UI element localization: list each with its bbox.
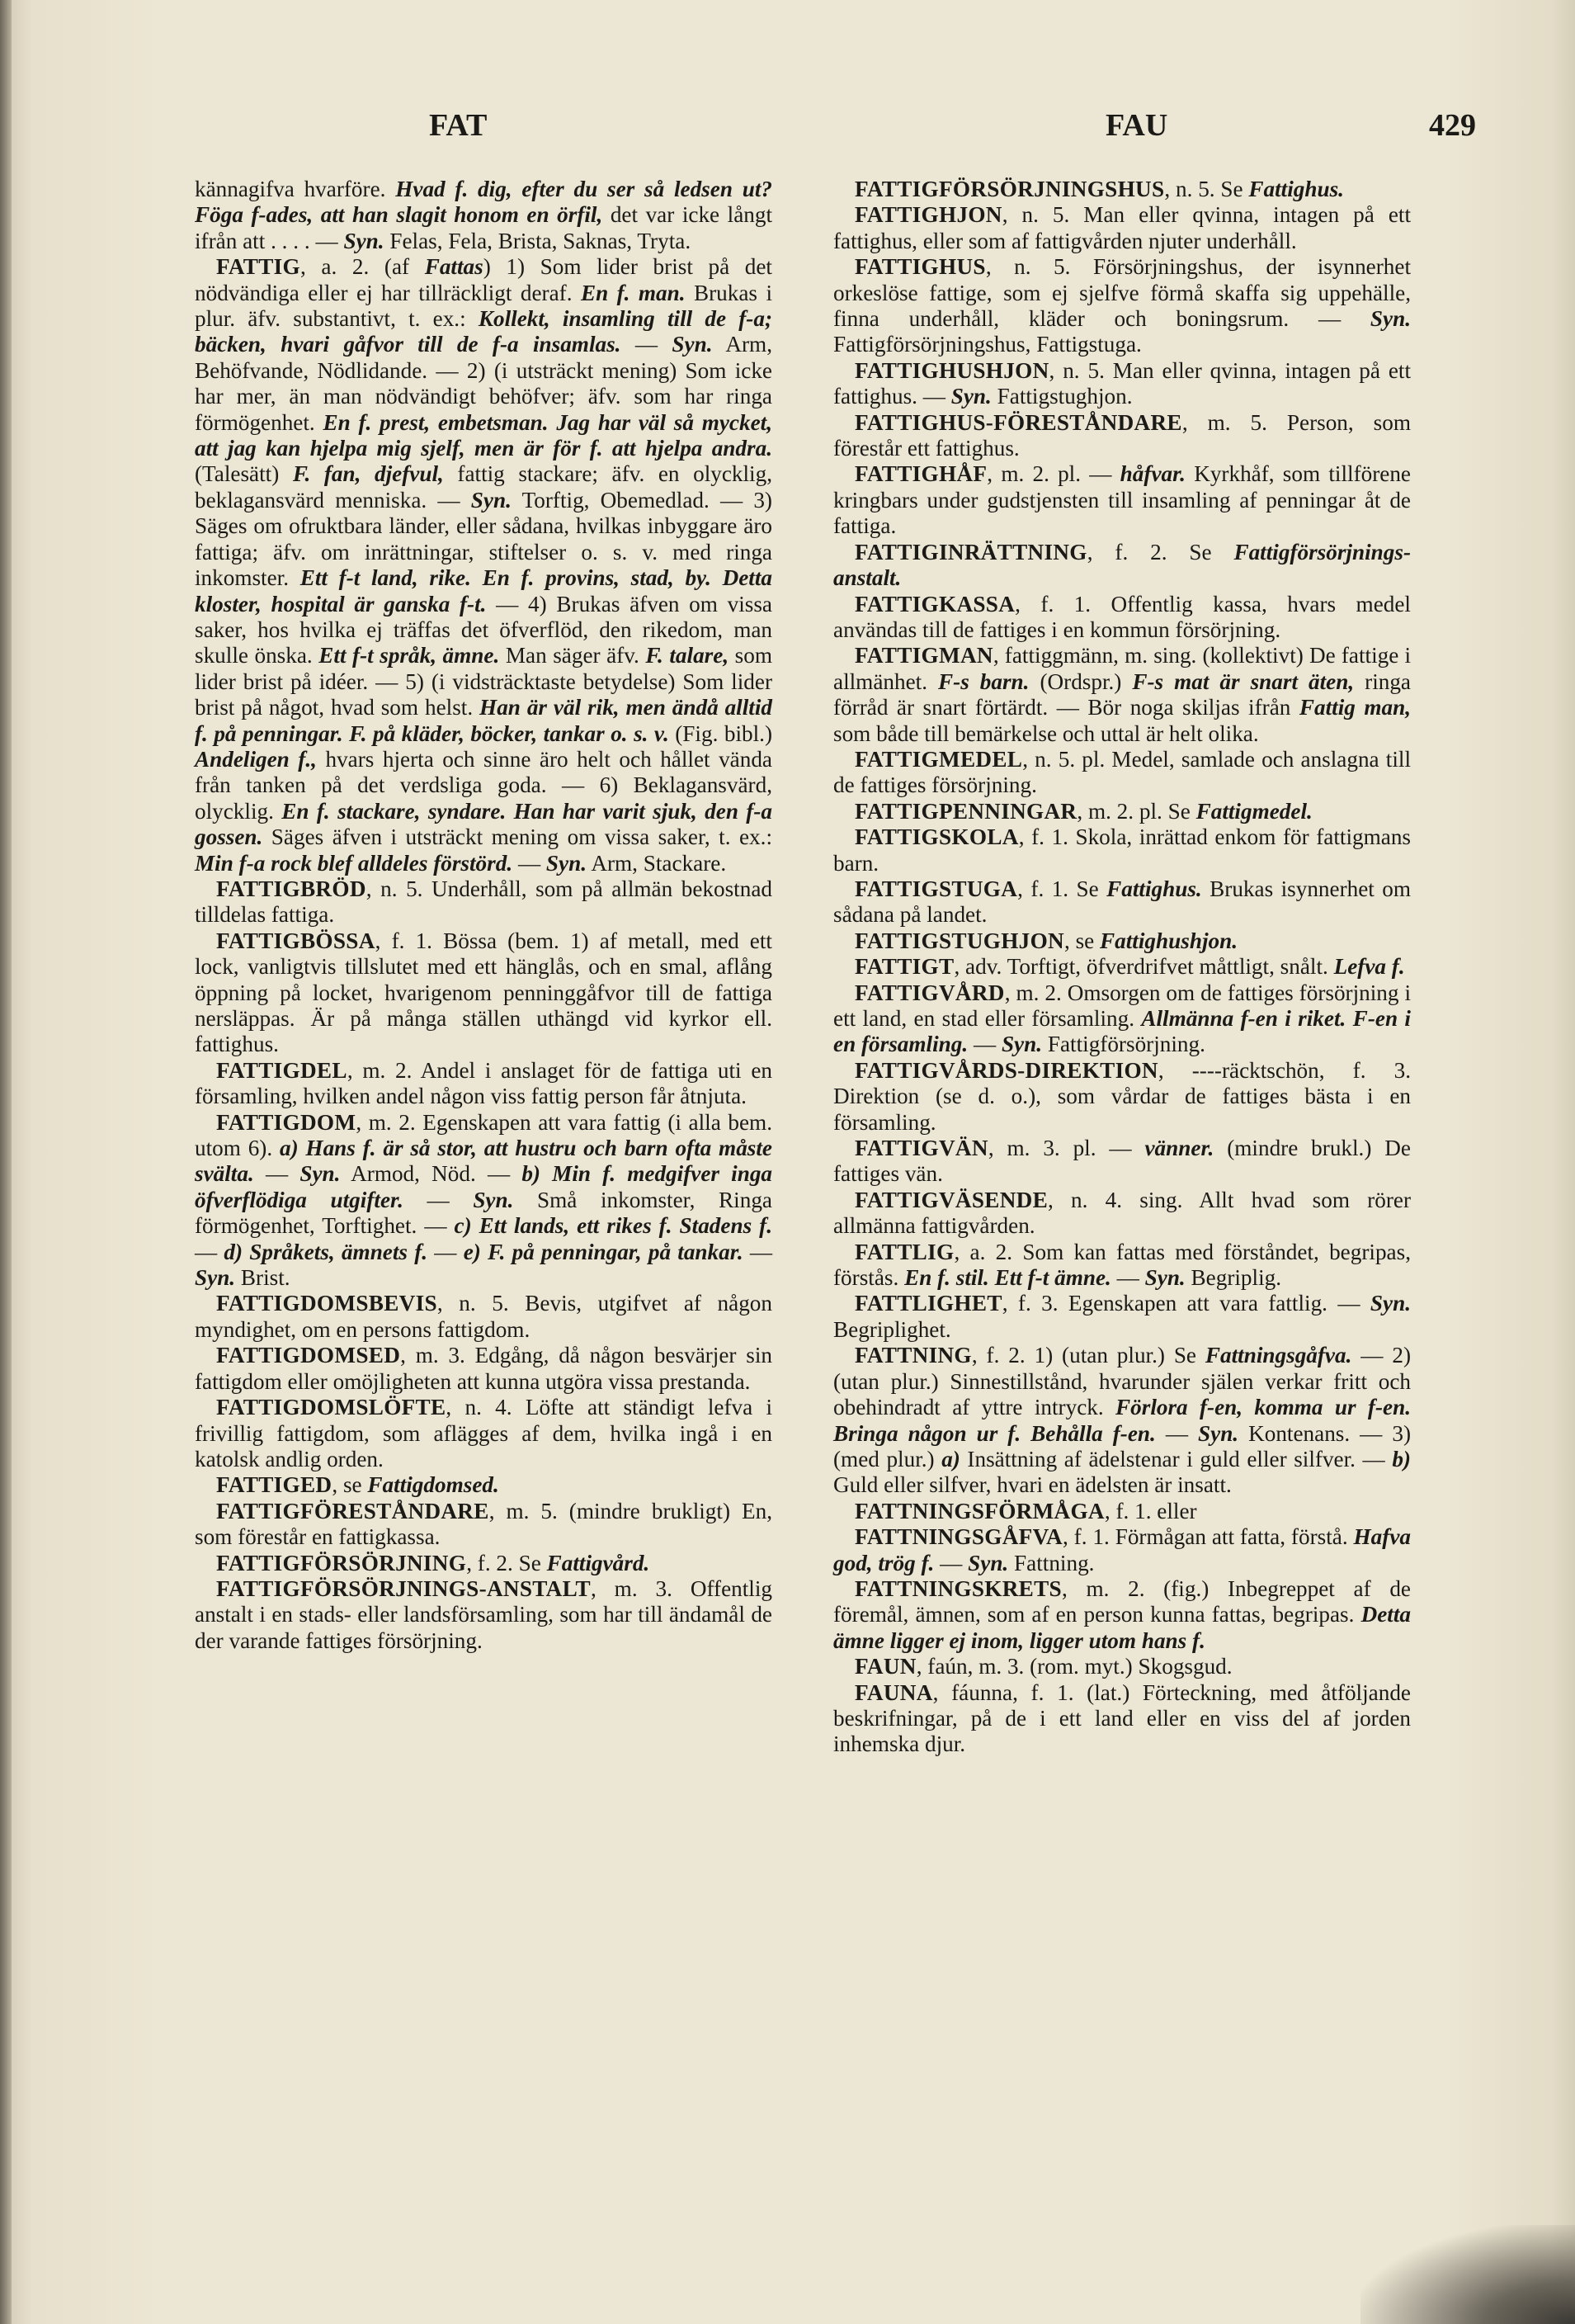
entry-headword: FATTIGVÅRDS-DIREKTION xyxy=(855,1057,1158,1083)
entry-headword: FATTIGVÄSENDE xyxy=(855,1187,1049,1212)
entry-text: (mindre brukl.) De fattiges vän. xyxy=(833,1136,1411,1187)
entry-text: som lider brist på idéer. — 5) (i vidsträcktaste betydelse) Som lider brist på något, hvad som helst. xyxy=(195,643,772,720)
entry-text: , m. 2. pl. — xyxy=(987,461,1120,487)
entry-text: — 2) (utan plur.) Sinnestillstånd, hvarunder själen verkar fritt och obehindradt af yttre intryck. xyxy=(833,1343,1411,1420)
entry-example: Ett f-t språk, ämne. xyxy=(318,643,500,668)
entry-text: , n. 4. sing. Allt hvad som rörer allmänna fattigvården. xyxy=(833,1187,1411,1239)
dictionary-entry xyxy=(833,824,1411,876)
entry-text: , f. 2. Se xyxy=(1087,539,1234,564)
entry-text: , m. 3. Offentlig anstalt i en stads- eller landsförsamling, som har till ändamål de der varande fattiges försörjning. xyxy=(195,1575,772,1653)
entry-headword: FATTIGFÖRSÖRJNING xyxy=(216,1550,467,1575)
entry-example: En f. stil. Ett f-t ämne. xyxy=(904,1265,1111,1291)
entry-text: , a. 2. Som kan fattas med förståndet, begripas, förstås. xyxy=(833,1239,1411,1291)
entry-headword: FATTIGSKOLA xyxy=(855,824,1019,850)
entry-text: Brukas isynnerhet om sådana på landet. xyxy=(833,876,1412,928)
dictionary-entry xyxy=(195,928,772,1058)
dictionary-entry xyxy=(833,177,1411,202)
entry-text: , n. 5. Underhåll, som på allmän bekostnad tilldelas fattiga. xyxy=(195,876,772,928)
entry-headword: FATTIGT xyxy=(855,954,955,980)
entry-example: Förlora f-en, komma ur f-en. Bringa någon ur f. Behålla f-en. xyxy=(833,1395,1412,1446)
entry-text: , f. 3. Egenskapen att vara fattlig. — xyxy=(1002,1291,1370,1316)
dictionary-entry xyxy=(833,1680,1411,1758)
entry-text: Armod, Nöd. — xyxy=(340,1161,522,1187)
dictionary-entry xyxy=(195,1551,772,1576)
entry-example: Fattighus. xyxy=(1106,876,1202,901)
entry-headword: FATTIGHUS xyxy=(855,254,986,280)
entry-headword: FATTIGDEL xyxy=(216,1057,347,1083)
entry-text: — 4) Brukas äfven om vissa saker, hos hvilka ej träffas det öfverflöd, den rikedom, man skulle önska. xyxy=(195,591,772,668)
dictionary-entry xyxy=(833,799,1411,824)
page-corner-shadow xyxy=(1360,2225,1575,2324)
dictionary-entry xyxy=(195,1058,772,1110)
dictionary-entry xyxy=(833,1524,1411,1576)
entry-headword: FATTLIG xyxy=(855,1239,955,1264)
entry-text: , ----räcktschön, f. 3. Direktion (se d. o.), som vårdar de fattiges bästa i en församling. xyxy=(833,1057,1411,1135)
entry-headword: FATTNINGSKRETS xyxy=(855,1575,1062,1601)
dictionary-entry xyxy=(833,643,1411,747)
entry-text: — xyxy=(253,1161,300,1187)
entry-headword: FATTIGVÅRD xyxy=(855,980,1005,1005)
entry-text: , m. 5. (mindre brukligt) En, som förestår en fattigkassa. xyxy=(195,1498,772,1550)
dictionary-entry xyxy=(833,1654,1411,1679)
entry-example: F-s barn. xyxy=(938,668,1030,694)
entry-text: Fattigförsörjning. xyxy=(1042,1032,1205,1057)
entry-text: Arm, Behöfvande, Nödlidande. — 2) (i utsträckt mening) Som icke har mer, än man nödvändigt behöfver; äfv. som har ringa förmögenhet. xyxy=(195,332,772,435)
entry-headword: FATTIGFÖRSÖRJNINGSHUS xyxy=(855,177,1165,201)
entry-example: Syn. xyxy=(1370,306,1411,332)
entry-headword: FATTIGSTUGHJON xyxy=(855,928,1064,953)
dictionary-entry xyxy=(833,1240,1411,1292)
dictionary-entry xyxy=(833,1576,1411,1654)
entry-headword: FATTIGDOM xyxy=(216,1109,356,1135)
entry-headword: FATTIGHUS-FÖRESTÅNDARE xyxy=(855,409,1182,435)
dictionary-entry xyxy=(833,358,1411,410)
entry-example: Fattigdomsed. xyxy=(367,1472,499,1498)
entry-example: Syn. xyxy=(968,1550,1009,1575)
dictionary-entry xyxy=(833,592,1411,644)
entry-text: Begriplighet. xyxy=(833,1316,951,1342)
dictionary-entry xyxy=(833,461,1411,539)
entry-text: — xyxy=(934,1550,969,1575)
entry-example: Syn. xyxy=(195,1265,236,1291)
entry-example: b) Min f. medgifver inga öfverflödiga utgifter. xyxy=(195,1161,773,1212)
entry-text: , m. 3. pl. — xyxy=(988,1136,1145,1161)
entry-text: (Talesätt) xyxy=(195,461,293,487)
entry-example: Kollekt, insamling till de f-a; bäcken, hvari gåfvor till de f-a insamlas. xyxy=(195,306,773,357)
dictionary-entry xyxy=(833,202,1411,254)
entry-text: , fáunna, f. 1. (lat.) Förteckning, med åtföljande beskrifningar, på de i ett land eller en viss del af jorden inhemska djur. xyxy=(833,1679,1411,1757)
entry-text: , f. 1. Bössa (bem. 1) af metall, med ett lock, vanligtvis tillslutet med ett hänglås, och en smal, aflång öppning på locket, hvarigenom penninggåfvor till de fattiga nersläppas. Är på många ställen uthängd vid kyrkor ell. fattighus. xyxy=(195,928,772,1057)
entry-text: kännagifva hvarföre. xyxy=(195,177,396,201)
entry-text: , f. 1. eller xyxy=(1104,1498,1197,1523)
entry-example: Min f-a rock blef alldeles förstörd. xyxy=(195,850,513,876)
dictionary-entry xyxy=(833,410,1411,462)
entry-headword: FATTNINGSFÖRMÅGA xyxy=(855,1498,1105,1523)
entry-text: Arm, Stackare. xyxy=(587,850,727,876)
entry-headword: FATTNING xyxy=(855,1343,972,1368)
entry-text: (Ordspr.) xyxy=(1029,668,1133,694)
entry-text: , faún, m. 3. (rom. myt.) Skogsgud. xyxy=(916,1654,1233,1679)
entry-text: , se xyxy=(332,1472,368,1498)
entry-example: c) Ett lands, ett rikes f. Stadens f. xyxy=(454,1213,773,1239)
dictionary-entry xyxy=(195,177,772,254)
entry-headword: FATTIGDOMSED xyxy=(216,1343,401,1368)
entry-text: , n. 5. Försörjningshus, der isynnerhet orkeslöse fattige, som ej sjelfve förmå skaffa sig uppehälle, finna underhåll, kläder och boningsrum. — xyxy=(833,254,1411,332)
entry-text: Insättning af ädelstenar i guld eller silfver. — xyxy=(960,1446,1393,1471)
entry-example: Syn. xyxy=(473,1187,514,1212)
entry-text: , f. 1. Se xyxy=(1017,876,1107,901)
entry-example: Syn. xyxy=(343,228,384,253)
entry-text: Små inkomster, Ringa förmögenhet, Torftighet. — xyxy=(195,1187,772,1239)
entry-headword: FAUNA xyxy=(855,1679,933,1705)
entry-text: — xyxy=(427,1239,464,1264)
entry-text: Brukas i plur. äfv. substantivt, t. ex.: xyxy=(195,280,772,332)
dictionary-entry xyxy=(833,1188,1411,1240)
entry-headword: FATTIGDOMSBEVIS xyxy=(216,1291,437,1316)
dictionary-entry xyxy=(833,1058,1411,1136)
entry-headword: FATTIGVÄN xyxy=(855,1136,988,1161)
dictionary-entry xyxy=(195,1110,772,1292)
entry-text: , n. 5. pl. Medel, samlade och anslagna till de fattiges försörjning. xyxy=(833,746,1411,798)
entry-text: , m. 3. Edgång, då någon besvärjer sin fattigdom eller omöjligheten att kunna utgöra vissa prestanda. xyxy=(195,1343,772,1394)
dictionary-entry xyxy=(195,1472,772,1498)
entry-text: , f. 2. Se xyxy=(466,1550,547,1575)
entry-example: e) F. på penningar, på tankar. xyxy=(463,1239,743,1264)
dictionary-entry xyxy=(833,954,1411,980)
entry-text: , f. 1. Skola, inrättad enkom för fattigmans barn. xyxy=(833,824,1411,876)
entry-example: a) Hans f. är så stor, att hustru och barn ofta måste svälta. xyxy=(195,1136,772,1187)
entry-example: b) xyxy=(1392,1446,1411,1471)
entry-headword: FATTIGHJON xyxy=(855,202,1002,228)
entry-text: som både till bemärkelse och uttal är helt olika. xyxy=(833,720,1259,746)
entry-headword: FATTIGFÖRESTÅNDARE xyxy=(216,1498,489,1523)
entry-example: En f. prest, embetsman. Jag har väl så mycket, att jag kan hjelpa mig sjelf, men är för f. att hjelpa andra. xyxy=(195,409,773,461)
entry-text: Felas, Fela, Brista, Saknas, Tryta. xyxy=(384,228,691,253)
entry-example: vänner. xyxy=(1144,1136,1214,1161)
entry-example: Syn. xyxy=(1198,1420,1239,1446)
entry-headword: FATTIGKASSA xyxy=(855,591,1016,616)
entry-example: Syn. xyxy=(299,1161,341,1187)
entry-headword: FATTIGSTUGA xyxy=(855,876,1018,901)
entry-example: Syn. xyxy=(545,850,587,876)
entry-headword: FAUN xyxy=(855,1654,917,1679)
entry-text: Guld eller silfver, hvari en ädelsten är insatt. xyxy=(833,1472,1232,1498)
entry-text: ringa förråd är snart förtärdt. — Bör noga skiljas ifrån xyxy=(833,668,1411,720)
dictionary-entry xyxy=(833,1136,1411,1188)
entry-text: Brist. xyxy=(235,1265,290,1291)
entry-example: håfvar. xyxy=(1120,461,1186,487)
entry-headword: FATTIGMAN xyxy=(855,643,993,668)
entry-example: Andeligen f., xyxy=(195,746,317,772)
entry-text: , m. 5. Person, som förestår ett fattighus. xyxy=(833,409,1411,461)
dictionary-entry xyxy=(833,1499,1411,1524)
dictionary-entry xyxy=(195,1291,772,1343)
entry-text: ) 1) Som lider brist på det nödvändiga eller ej har tillräckligt deraf. xyxy=(195,254,772,305)
entry-text: , f. 1. Offentlig kassa, hvars medel användas till de fattiges i en kommun försörjning. xyxy=(833,591,1411,642)
entry-text: Man säger äfv. xyxy=(499,643,646,668)
entry-text: — xyxy=(743,1239,773,1264)
dictionary-entry xyxy=(833,876,1411,928)
entry-text: Kontenans. — 3) (med plur.) xyxy=(833,1420,1411,1471)
entry-text: , m. 2. Andel i anslaget för de fattiga uti en församling, hvilken andel någon viss fattig person får åtnjuta. xyxy=(195,1057,772,1109)
right-column xyxy=(833,177,1411,1758)
entry-example: F-s mat är snart äten, xyxy=(1132,668,1355,694)
dictionary-entry xyxy=(833,254,1411,358)
entry-headword: FATTIGINRÄTTNING xyxy=(855,539,1087,564)
entry-example: Hafva god, trög f. xyxy=(833,1524,1411,1575)
entry-example: Fattighushjon. xyxy=(1100,928,1238,953)
entry-example: Syn. xyxy=(1001,1032,1043,1057)
entry-headword: FATTIGPENNINGAR xyxy=(855,798,1078,824)
entry-headword: FATTIGBRÖD xyxy=(216,876,366,901)
entry-headword: FATTIGDOMSLÖFTE xyxy=(216,1395,446,1420)
entry-text: hvars hjerta och sinne äro helt och hållet vända från tanken på det verdsliga goda. — 6) Beklagansvärd, olycklig. xyxy=(195,746,773,824)
entry-text: , m. 2. (fig.) Inbegreppet af de föremål, ämnen, som af en person kunna fattas, begripas. xyxy=(833,1575,1411,1627)
entry-example: Allmänna f-en i riket. F-en i en församling. xyxy=(833,1006,1411,1057)
entry-text: , a. 2. (af xyxy=(300,254,425,280)
dictionary-entry xyxy=(833,540,1411,592)
entry-text: , m. 2. Omsorgen om de fattiges försörjning i ett land, en stad eller församling. xyxy=(833,980,1411,1031)
entry-example: Syn. xyxy=(950,384,992,409)
entry-example: Lefva f. xyxy=(1333,954,1405,980)
entry-example: a) xyxy=(941,1446,960,1471)
entry-text: , n. 5. Man eller qvinna, intagen på ett fattighus. — xyxy=(833,357,1411,409)
entry-text: , se xyxy=(1063,928,1101,953)
entry-example: Syn. xyxy=(1144,1265,1186,1291)
entry-text: , fattiggmänn, m. sing. (kollektivt) De fattige i allmänhet. xyxy=(833,643,1411,694)
entry-text: Fattning. xyxy=(1008,1550,1095,1575)
entry-example: Fattigvård. xyxy=(546,1550,650,1575)
dictionary-entry xyxy=(195,1499,772,1551)
entry-headword: FATTIGED xyxy=(216,1472,332,1498)
dictionary-entry xyxy=(833,747,1411,799)
dictionary-entry xyxy=(833,1291,1411,1343)
dictionary-entry xyxy=(195,876,772,928)
entry-text: Fattigstughjon. xyxy=(991,384,1133,409)
entry-text: , n. 5. Man eller qvinna, intagen på ett fattighus, eller som af fattigvården njuter underhåll. xyxy=(833,202,1411,253)
entry-example: Fattigförsörjnings-anstalt. xyxy=(833,539,1411,591)
entry-example: Fattig man, xyxy=(1299,695,1412,720)
entry-example: Fattigmedel. xyxy=(1195,798,1313,824)
entry-text: Säges äfven i utsträckt mening om vissa saker, t. ex.: xyxy=(262,824,772,850)
entry-example: Detta ämne ligger ej inom, ligger utom hans f. xyxy=(833,1602,1411,1653)
left-guide-word: FAT xyxy=(429,108,488,143)
entry-headword: FATTIGHUSHJON xyxy=(855,357,1049,383)
entry-text: , m. 2. Egenskapen att vara fattig (i alla bem. utom 6). xyxy=(195,1109,772,1161)
dictionary-entry xyxy=(195,1395,772,1472)
entry-text: — xyxy=(620,332,672,357)
dictionary-entry xyxy=(195,1576,772,1654)
entry-example: F. talare, xyxy=(645,643,729,668)
entry-text: — xyxy=(968,1032,1002,1057)
entry-example: Syn. xyxy=(672,332,713,357)
entry-example: En f. stackare, syndare. Han har varit sjuk, den f-a gossen. xyxy=(195,798,773,850)
entry-text: , m. 2. pl. Se xyxy=(1077,798,1196,824)
entry-text: fattig stackare; äfv. en olycklig, beklagansvärd menniska. — xyxy=(195,461,772,513)
entry-headword: FATTIGHÅF xyxy=(855,461,988,487)
entry-example: Ett f-t land, rike. En f. provins, stad, by. Detta kloster, hospital är ganska f-t. xyxy=(195,565,772,616)
binding-shadow xyxy=(0,0,12,2324)
entry-text: — xyxy=(403,1187,474,1212)
entry-text: , f. 2. 1) (utan plur.) Se xyxy=(971,1343,1205,1368)
entry-headword: FATTLIGHET xyxy=(855,1291,1002,1316)
dictionary-entry xyxy=(195,254,772,876)
entry-example: d) Språkets, ämnets f. xyxy=(224,1239,428,1264)
page-number: 429 xyxy=(1429,108,1476,143)
entry-text: Begriplig. xyxy=(1185,1265,1282,1291)
entry-example: En f. man. xyxy=(580,280,686,305)
entry-text: , f. 1. Förmågan att fatta, förstå. xyxy=(1062,1524,1354,1550)
entry-text: Fattigförsörjningshus, Fattigstuga. xyxy=(833,332,1142,357)
running-header xyxy=(0,107,1575,157)
right-guide-word: FAU xyxy=(1106,108,1168,143)
entry-headword: FATTIGFÖRSÖRJNINGS-ANSTALT xyxy=(216,1575,591,1601)
entry-text: — xyxy=(195,1239,224,1264)
entry-example: Fattningsgåfva. xyxy=(1205,1343,1352,1368)
entry-text: Kyrkhåf, som tillförene kringbars under gudstjensten till insamling af penningar åt de fattiga. xyxy=(833,461,1411,539)
entry-example: Fattas xyxy=(424,254,483,280)
entry-example: Syn. xyxy=(470,487,512,513)
entry-text: — xyxy=(512,850,546,876)
entry-text: , n. 5. Bevis, utgifvet af någon myndighet, om en persons fattigdom. xyxy=(195,1291,772,1342)
dictionary-entry xyxy=(195,1343,772,1395)
entry-text: , adv. Torftigt, öfverdrifvet måttligt, snålt. xyxy=(954,954,1334,980)
entry-headword: FATTNINGSGÅFVA xyxy=(855,1524,1063,1550)
entry-headword: FATTIGMEDEL xyxy=(855,746,1023,772)
entry-text: — xyxy=(1111,1265,1145,1291)
entry-text: det var icke långt ifrån att . . . . — xyxy=(195,202,773,253)
entry-example: Han är väl rik, men ändå alltid f. på penningar. F. på kläder, böcker, tankar o. s. v. xyxy=(195,695,772,746)
entry-text: Torftig, Obemedlad. — 3) Säges om ofruktbara länder, eller sådana, hvilkas inbyggare äro fattiga; äfv. om inrättningar, stiftelser o. s. v. med ringa inkomster. xyxy=(195,487,772,591)
dictionary-entry xyxy=(833,1343,1411,1498)
entry-example: Syn. xyxy=(1370,1291,1411,1316)
entry-text: (Fig. bibl.) xyxy=(668,720,772,746)
entry-text: , n. 5. Se xyxy=(1164,177,1249,201)
entry-example: F. fan, djefvul, xyxy=(292,461,444,487)
entry-text: — xyxy=(1155,1420,1198,1446)
dictionary-entry xyxy=(833,980,1411,1058)
entry-example: Hvad f. dig, efter du ser så ledsen ut? Föga f-ades, att han slagit honom en örfil, xyxy=(195,177,772,228)
entry-headword: FATTIGBÖSSA xyxy=(216,928,375,953)
left-column xyxy=(195,177,772,1654)
entry-text: , n. 4. Löfte att ständigt lefva i frivillig fattigdom, som aflägges af dem, hvilka ingå i en katolsk andlig orden. xyxy=(195,1395,772,1471)
dictionary-entry xyxy=(833,928,1411,954)
entry-headword: FATTIG xyxy=(216,254,300,280)
entry-example: Fattighus. xyxy=(1248,177,1344,201)
